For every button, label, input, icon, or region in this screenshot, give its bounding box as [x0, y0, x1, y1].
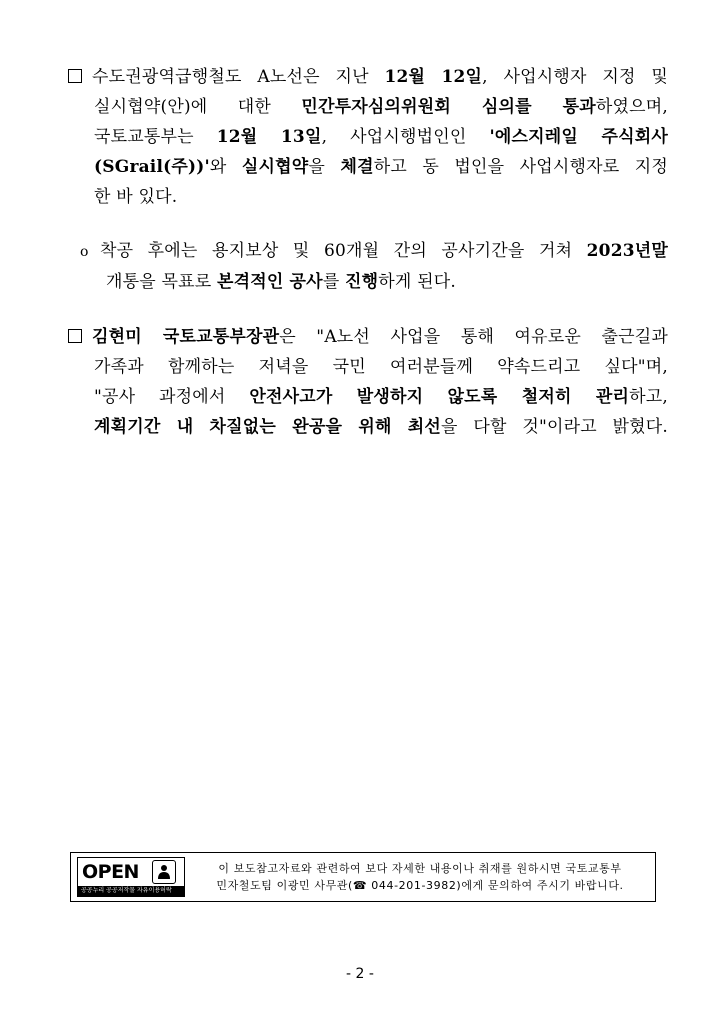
contact-notice-text: [185, 860, 655, 894]
para3-line1: 김현미 국토교통부장관은 "A노선 사업을 통해 여유로운 출근길과: [68, 322, 668, 352]
notice-line1: 이 보도참고자료와 관련하여 보다 자세한 내용이나 취재를 원하시면 국토교통부: [218, 862, 622, 875]
para2-line1: o 착공 후에는 용지보상 및 60개월 간의 공사기간을 거쳐 2023년말: [80, 236, 668, 267]
checkbox-square-icon: [68, 329, 82, 343]
open-license-logo: [77, 857, 185, 897]
para1-line5: 한 바 있다.: [94, 187, 178, 207]
para1-line1: 수도권광역급행철도 A노선은 지난 12월 12일, 사업시행자 지정 및: [68, 62, 668, 92]
paragraph-contract: [68, 62, 668, 212]
para3-line3: "공사 과정에서 안전사고가 발생하지 않도록 철저히 관리하고,: [94, 387, 668, 407]
para2-line2: 개통을 목표로 본격적인 공사를 진행하게 된다.: [106, 272, 456, 292]
checkbox-square-icon: [68, 69, 82, 83]
open-logo-text: OPEN: [82, 861, 139, 883]
page-number: - 2 -: [346, 966, 374, 982]
paragraph-construction: [80, 236, 668, 297]
para1-line2: 실시협약(안)에 대한 민간투자심의위원회 심의를 통과하였으며,: [94, 97, 668, 117]
para1-line3: 국토교통부는 12월 13일, 사업시행법인인 '에스지레일 주식회사: [94, 127, 668, 147]
attribution-person-icon: [152, 860, 176, 884]
bullet-circle-icon: o: [80, 244, 89, 260]
notice-line2: 민자철도팀 이광민 사무관(☎ 044-201-3982)에게 문의하여 주시기 바랍니다.: [216, 879, 624, 892]
contact-notice-box: [70, 852, 656, 902]
paragraph-minister-quote: [68, 322, 668, 442]
para3-line2: 가족과 함께하는 저녁을 국민 여러분들께 약속드리고 싶다"며,: [94, 357, 668, 377]
para3-line4: 계획기간 내 차질없는 완공을 위해 최선을 다할 것"이라고 밝혔다.: [94, 417, 668, 437]
para1-line4: (SGrail(주))'와 실시협약을 체결하고 동 법인을 사업시행자로 지정: [94, 157, 669, 177]
open-logo-caption: 공공누리 공공저작물 자유이용허락: [78, 886, 184, 896]
